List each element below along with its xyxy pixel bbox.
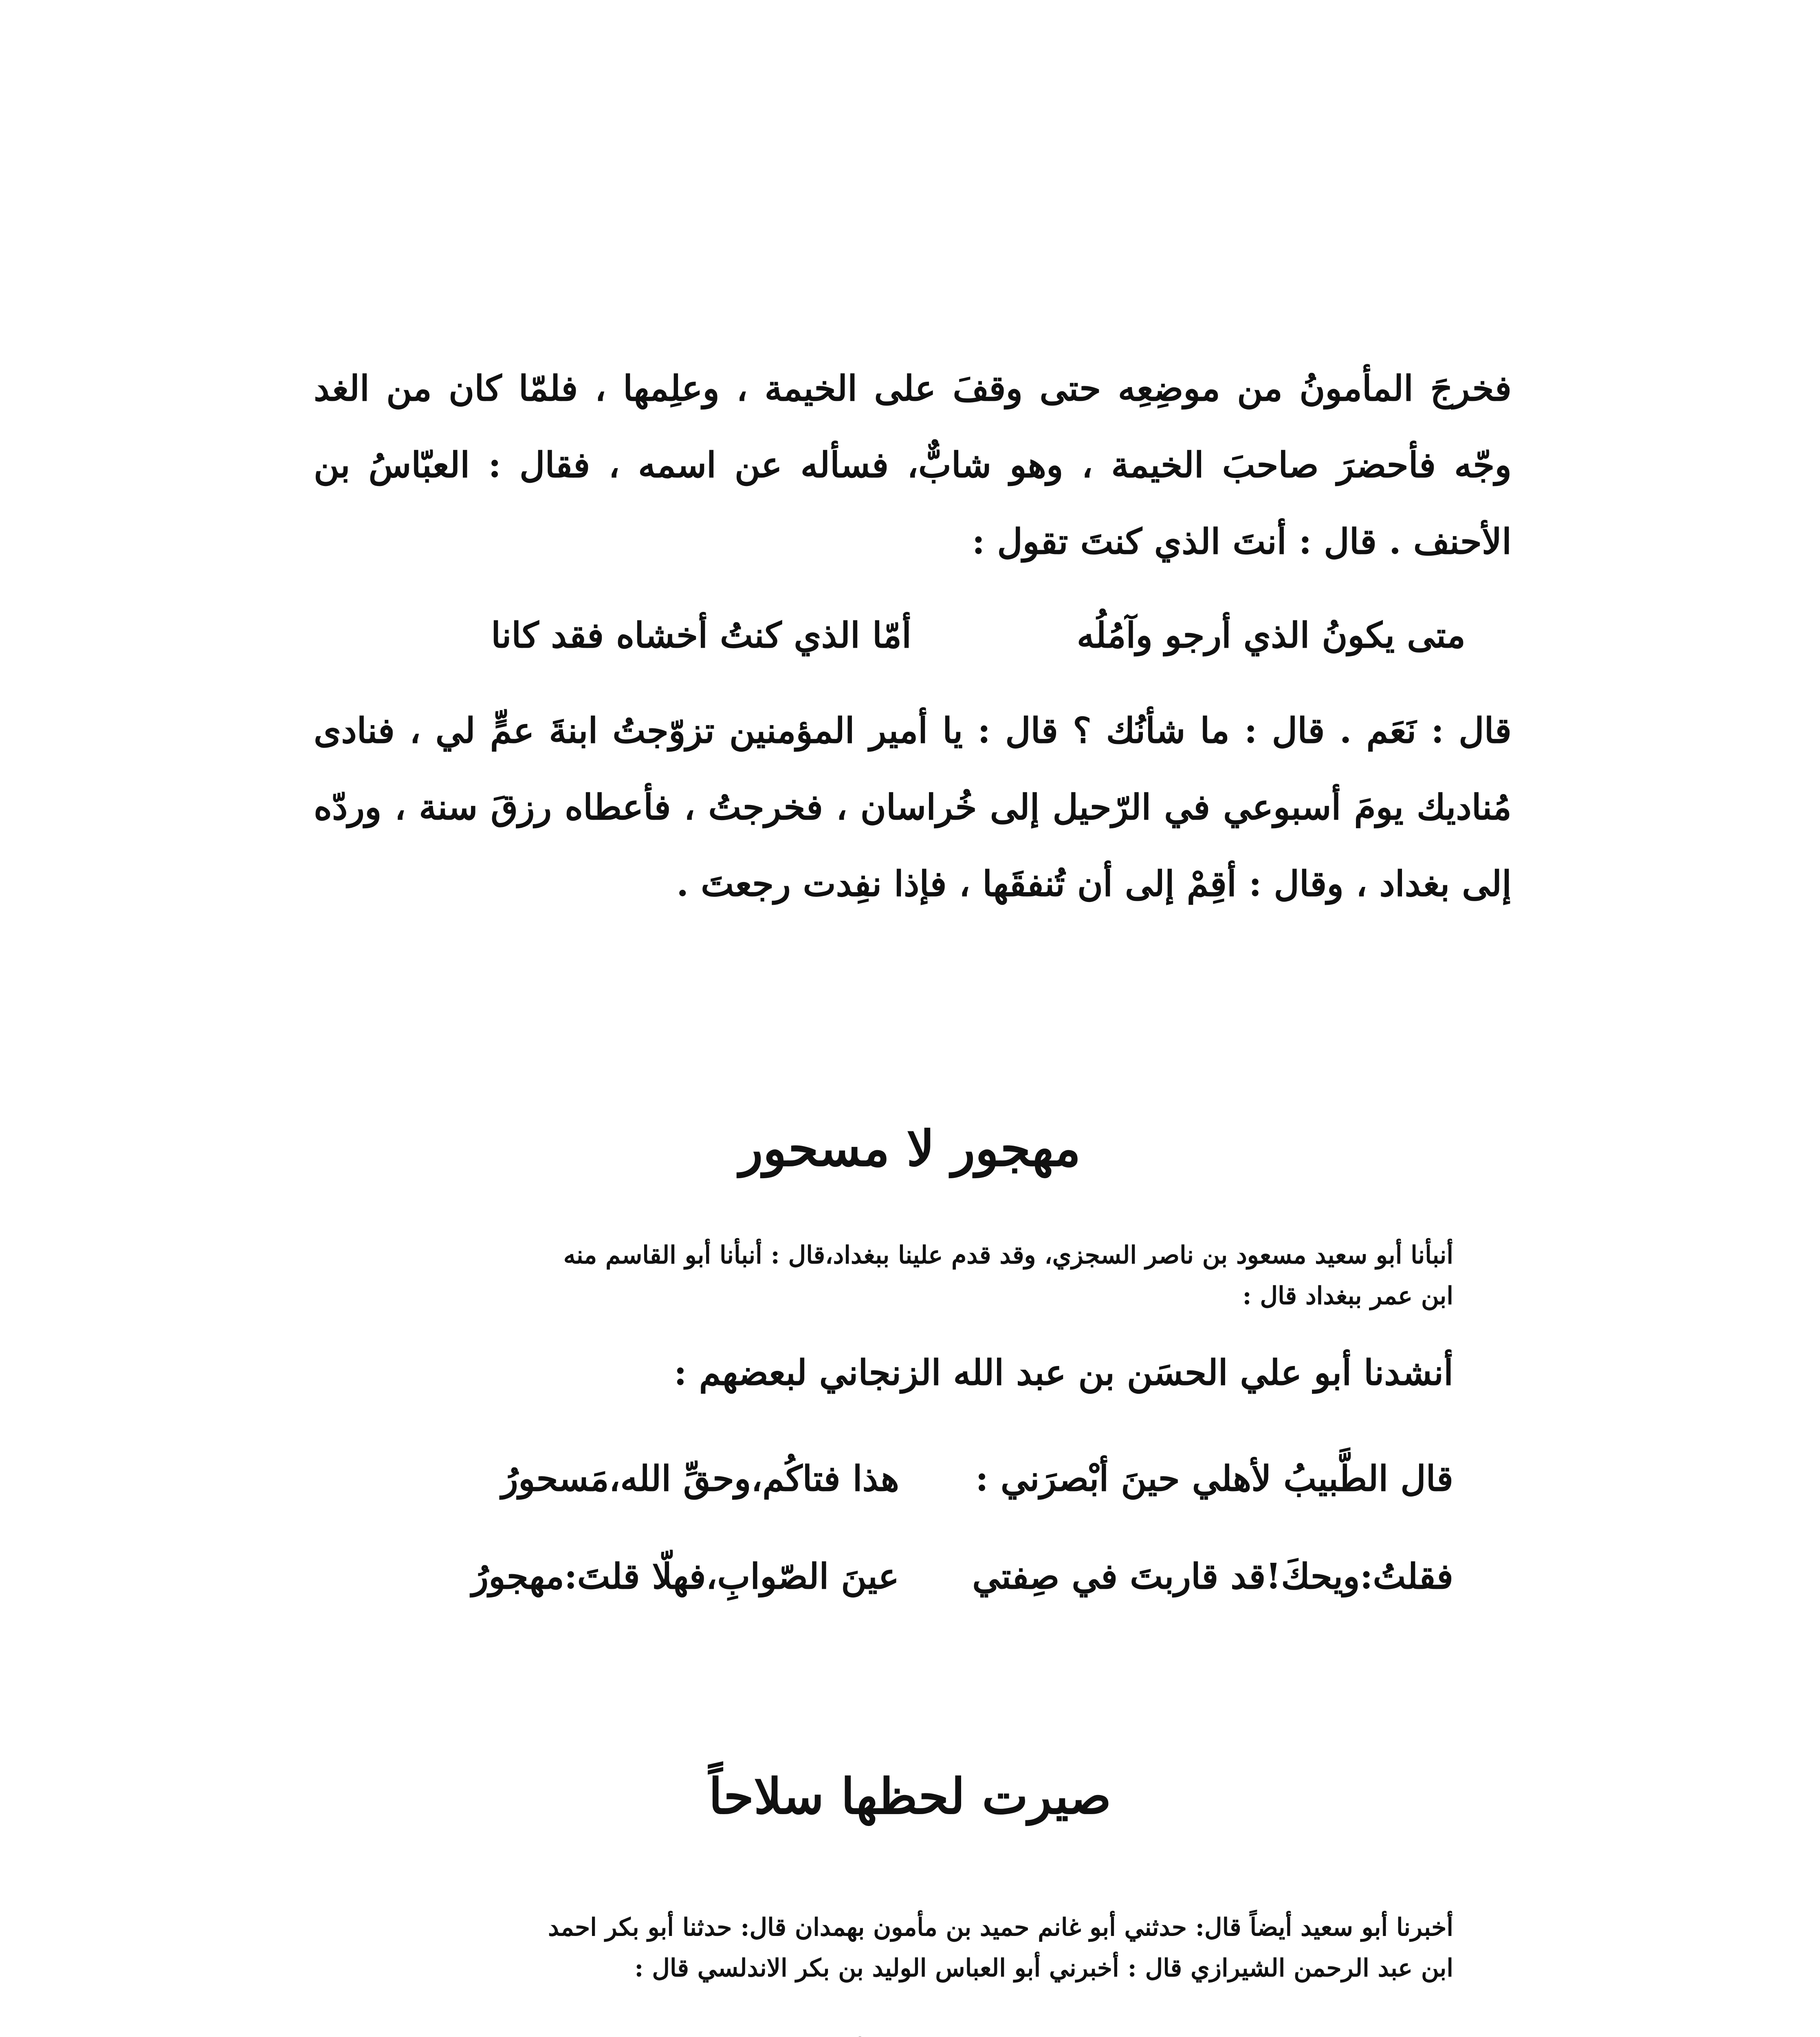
verse-first-hemistich: متى يكونُ الذي أرجو وآمُلُه	[1076, 615, 1466, 656]
closing-intro	[314, 2033, 1512, 2037]
isnad-line-4: ابن عبد الرحمن الشيرازي قال : أخبرني أبو العباس الوليد بن بكر الاندلسي قال :	[634, 1954, 1453, 1982]
isnad-line-3: أخبرنا أبو سعيد أيضاً قال: حدثني أبو غانم حميد بن مأمون بهمدان قال: حدثنا أبو بكر احمد	[548, 1913, 1453, 1942]
section-title-mahjur: مهجور لا مسحور	[739, 1120, 1081, 1177]
section-title-sayyarat: صيرت لحظها سلاحاً	[709, 1768, 1111, 1825]
verse-second-hemistich: أمّا الذي كنتُ أخشاه فقد كانا	[491, 615, 911, 656]
poem-line1-second: هذا فتاكُم،وحقِّ الله،مَسحورُ	[501, 1458, 899, 1499]
isnad-line-1: أنبأنا أبو سعيد مسعود بن ناصر السجزي، وقد قدم علينا ببغداد،قال : أنبأنا أبو القاسم منه	[563, 1241, 1453, 1269]
poem-line1-first: قال الطَّبيبُ لأهلي حينَ أبْصرَني :	[975, 1458, 1453, 1499]
opening-paragraph: فخرجَ المأمونُ من موضِعِه حتى وقفَ على الخيمة ، وعلِمها ، فلمّا كان من الغد وجّه فأحضرَ صاحبَ الخيمة ، وهو شابٌّ، فسأله عن اسمه ، فقال : العبّاسُ بن الأحنف . قال : أنتَ الذي كنتَ تقول :	[314, 368, 1512, 562]
story-paragraph: قال : نَعَم . قال : ما شأنُك ؟ قال : يا أمير المؤمنين تزوّجتُ ابنةَ عمٍّ لي ، فنادى مُناديك يومَ أسبوعي في الرّحيل إلى خُراسان ، فخرجتُ ، فأعطاه رزقَ سنة ، وردّه إلى بغداد ، وقال : أقِمْ إلى أن تُنفقَها ، فإذا نفِدت رجعتَ .	[314, 710, 1512, 904]
poem-line2-first: فقلتُ:ويحكَ!قد قاربتَ في صِفتي	[972, 1556, 1453, 1597]
isnad-line-2: ابن عمر ببغداد قال :	[1242, 1282, 1453, 1310]
poem-line2-second: عينَ الصّوابِ،فهلّا قلتَ:مهجورُ	[471, 1556, 899, 1597]
poem-intro: أنشدنا أبو علي الحسَن بن عبد الله الزنجاني لبعضهم :	[674, 1352, 1453, 1393]
